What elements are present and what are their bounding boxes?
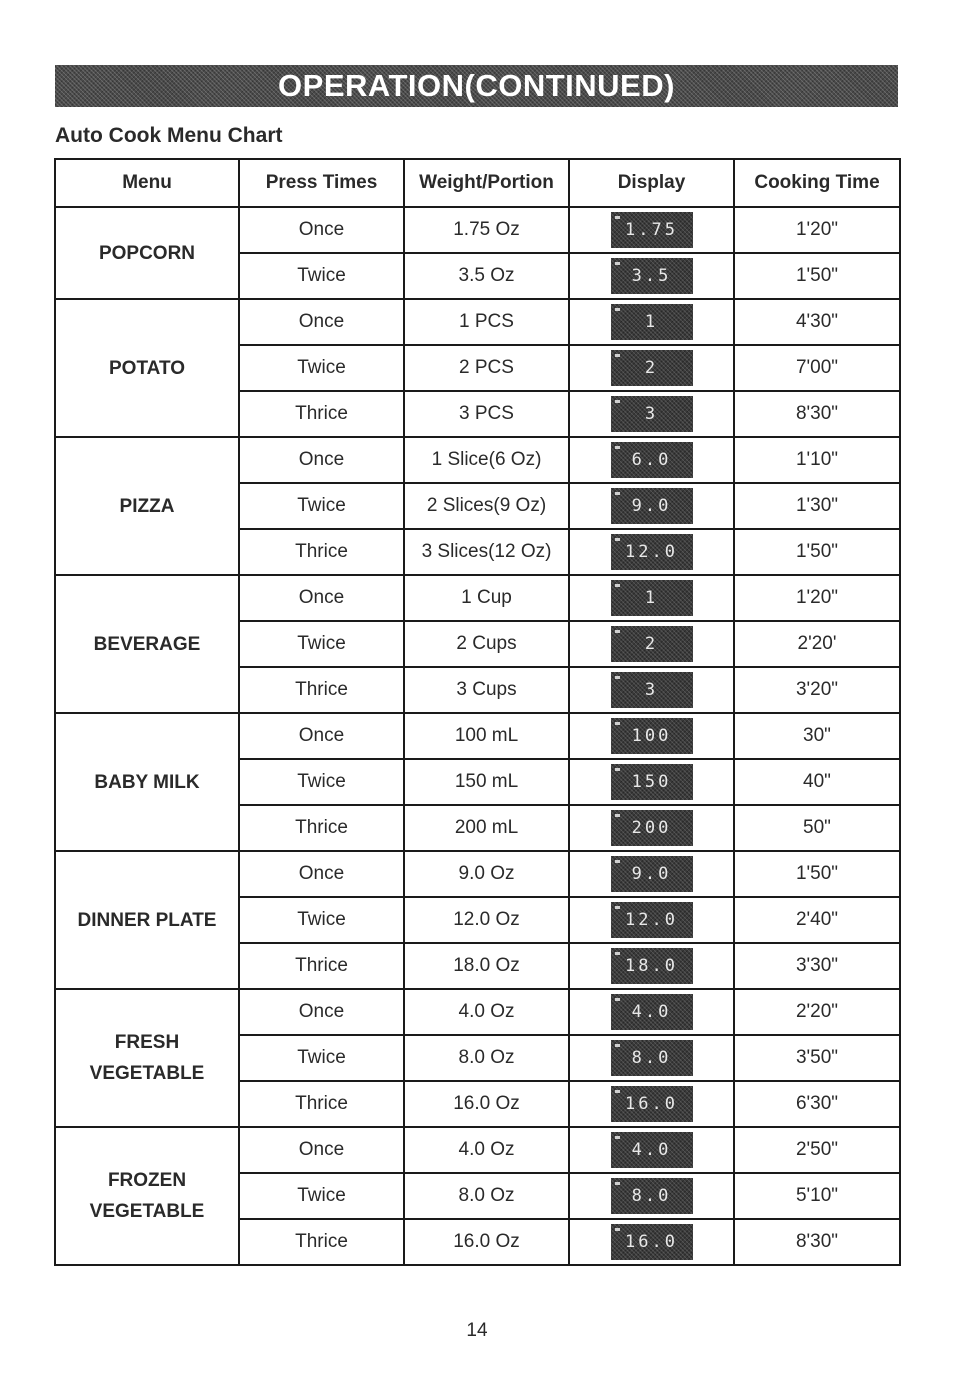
weight-portion-cell: 2 Slices(9 Oz) (404, 483, 569, 529)
cooking-time-cell: 8'30" (734, 391, 900, 437)
cooking-time-cell: 6'30" (734, 1081, 900, 1127)
weight-portion-cell: 4.0 Oz (404, 1127, 569, 1173)
cooking-time-cell: 1'20" (734, 575, 900, 621)
lcd-display-readout: 3 (611, 396, 693, 432)
press-times-cell: Thrice (239, 529, 404, 575)
cooking-time-cell: 7'00" (734, 345, 900, 391)
lcd-display-readout: 8.0 (611, 1178, 693, 1214)
cooking-time-cell: 30" (734, 713, 900, 759)
display-cell (569, 1081, 734, 1127)
display-cell (569, 621, 734, 667)
display-cell (569, 529, 734, 575)
column-header-weight: Weight/Portion (404, 159, 569, 207)
press-times-cell: Thrice (239, 391, 404, 437)
menu-category (55, 989, 239, 1127)
display-cell (569, 253, 734, 299)
cooking-time-cell: 1'50" (734, 851, 900, 897)
weight-portion-cell: 8.0 Oz (404, 1173, 569, 1219)
menu-label-line: VEGETABLE (89, 1063, 205, 1084)
display-cell (569, 897, 734, 943)
cooking-time-cell: 1'20" (734, 207, 900, 253)
weight-portion-cell: 1 PCS (404, 299, 569, 345)
menu-category (55, 575, 239, 713)
weight-portion-cell: 9.0 Oz (404, 851, 569, 897)
cooking-time-cell: 3'30" (734, 943, 900, 989)
press-times-cell: Once (239, 207, 404, 253)
table-row (55, 207, 900, 253)
display-cell (569, 1173, 734, 1219)
column-header-display: Display (569, 159, 734, 207)
table-row (55, 713, 900, 759)
table-body (55, 207, 900, 1265)
press-times-cell: Thrice (239, 805, 404, 851)
menu-label-line: BEVERAGE (93, 633, 201, 655)
lcd-display-readout: 16.0 (611, 1086, 693, 1122)
press-times-cell: Twice (239, 253, 404, 299)
weight-portion-cell: 1 Slice(6 Oz) (404, 437, 569, 483)
weight-portion-cell: 2 Cups (404, 621, 569, 667)
lcd-display-readout: 4.0 (611, 1132, 693, 1168)
cooking-time-cell: 3'20" (734, 667, 900, 713)
weight-portion-cell: 16.0 Oz (404, 1081, 569, 1127)
press-times-cell: Twice (239, 759, 404, 805)
cooking-time-cell: 4'30" (734, 299, 900, 345)
weight-portion-cell: 1.75 Oz (404, 207, 569, 253)
weight-portion-cell: 3 Cups (404, 667, 569, 713)
page-number: 14 (466, 1320, 488, 1341)
press-times-cell: Twice (239, 1173, 404, 1219)
menu-category (55, 1127, 239, 1265)
banner-title: OPERATION(CONTINUED) (278, 68, 675, 103)
weight-portion-cell: 16.0 Oz (404, 1219, 569, 1265)
cooking-time-cell: 1'50" (734, 529, 900, 575)
weight-portion-cell: 150 mL (404, 759, 569, 805)
lcd-display-readout: 9.0 (611, 488, 693, 524)
menu-label-line: PIZZA (119, 495, 175, 517)
weight-portion-cell: 4.0 Oz (404, 989, 569, 1035)
column-header-press-times: Press Times (239, 159, 404, 207)
lcd-display-readout: 3.5 (611, 258, 693, 294)
lcd-display-readout: 2 (611, 350, 693, 386)
lcd-display-readout: 4.0 (611, 994, 693, 1030)
lcd-display-readout: 18.0 (611, 948, 693, 984)
display-cell (569, 851, 734, 897)
display-cell (569, 483, 734, 529)
cooking-time-cell: 2'40" (734, 897, 900, 943)
display-cell (569, 713, 734, 759)
cooking-time-cell: 40" (734, 759, 900, 805)
press-times-cell: Twice (239, 621, 404, 667)
lcd-display-readout: 3 (611, 672, 693, 708)
lcd-display-readout: 12.0 (611, 902, 693, 938)
column-header-cooking-time: Cooking Time (734, 159, 900, 207)
menu-category (55, 437, 239, 575)
display-cell (569, 667, 734, 713)
press-times-cell: Thrice (239, 1219, 404, 1265)
display-cell (569, 943, 734, 989)
cooking-time-cell: 8'30" (734, 1219, 900, 1265)
chart-title: Auto Cook Menu Chart (55, 124, 283, 147)
lcd-display-readout: 1 (611, 304, 693, 340)
display-cell (569, 989, 734, 1035)
menu-category (55, 207, 239, 299)
display-cell (569, 575, 734, 621)
menu-label-line: FROZEN (107, 1170, 187, 1191)
cooking-time-cell: 2'20" (734, 989, 900, 1035)
press-times-cell: Thrice (239, 943, 404, 989)
auto-cook-table (54, 158, 901, 1266)
lcd-display-readout: 2 (611, 626, 693, 662)
press-times-cell: Thrice (239, 1081, 404, 1127)
press-times-cell: Once (239, 437, 404, 483)
display-cell (569, 345, 734, 391)
menu-label-line: VEGETABLE (89, 1201, 205, 1222)
press-times-cell: Once (239, 1127, 404, 1173)
table-row (55, 437, 900, 483)
lcd-display-readout: 8.0 (611, 1040, 693, 1076)
press-times-cell: Twice (239, 1035, 404, 1081)
cooking-time-cell: 2'50" (734, 1127, 900, 1173)
table-header-row (55, 159, 900, 207)
display-cell (569, 1127, 734, 1173)
weight-portion-cell: 3 PCS (404, 391, 569, 437)
weight-portion-cell: 2 PCS (404, 345, 569, 391)
lcd-display-readout: 6.0 (611, 442, 693, 478)
weight-portion-cell: 8.0 Oz (404, 1035, 569, 1081)
press-times-cell: Twice (239, 483, 404, 529)
weight-portion-cell: 12.0 Oz (404, 897, 569, 943)
weight-portion-cell: 1 Cup (404, 575, 569, 621)
menu-label-line: FRESH (114, 1032, 180, 1053)
press-times-cell: Once (239, 575, 404, 621)
menu-category (55, 299, 239, 437)
cooking-time-cell: 2'20' (734, 621, 900, 667)
cooking-time-cell: 1'10" (734, 437, 900, 483)
lcd-display-readout: 12.0 (611, 534, 693, 570)
display-cell (569, 207, 734, 253)
press-times-cell: Once (239, 713, 404, 759)
section-banner (55, 65, 898, 107)
weight-portion-cell: 200 mL (404, 805, 569, 851)
lcd-display-readout: 1 (611, 580, 693, 616)
display-cell (569, 759, 734, 805)
lcd-display-readout: 1.75 (611, 212, 693, 248)
cooking-time-cell: 5'10" (734, 1173, 900, 1219)
press-times-cell: Once (239, 989, 404, 1035)
cooking-time-cell: 1'30" (734, 483, 900, 529)
press-times-cell: Twice (239, 345, 404, 391)
table-row (55, 851, 900, 897)
cooking-time-cell: 3'50" (734, 1035, 900, 1081)
cooking-time-cell: 1'50" (734, 253, 900, 299)
press-times-cell: Thrice (239, 667, 404, 713)
menu-label-line: BABY MILK (94, 771, 200, 793)
lcd-display-readout: 200 (611, 810, 693, 846)
weight-portion-cell: 100 mL (404, 713, 569, 759)
lcd-display-readout: 9.0 (611, 856, 693, 892)
weight-portion-cell: 3 Slices(12 Oz) (404, 529, 569, 575)
press-times-cell: Twice (239, 897, 404, 943)
weight-portion-cell: 3.5 Oz (404, 253, 569, 299)
table-row (55, 299, 900, 345)
lcd-display-readout: 100 (611, 718, 693, 754)
menu-category (55, 851, 239, 989)
display-cell (569, 805, 734, 851)
display-cell (569, 391, 734, 437)
cooking-time-cell: 50" (734, 805, 900, 851)
display-cell (569, 299, 734, 345)
menu-label-line: POTATO (109, 357, 185, 379)
display-cell (569, 437, 734, 483)
display-cell (569, 1219, 734, 1265)
table-row (55, 989, 900, 1035)
table-row (55, 575, 900, 621)
lcd-display-readout: 150 (611, 764, 693, 800)
menu-label-line: DINNER PLATE (77, 909, 217, 931)
press-times-cell: Once (239, 299, 404, 345)
press-times-cell: Once (239, 851, 404, 897)
lcd-display-readout: 16.0 (611, 1224, 693, 1260)
weight-portion-cell: 18.0 Oz (404, 943, 569, 989)
display-cell (569, 1035, 734, 1081)
table-row (55, 1127, 900, 1173)
menu-label-line: POPCORN (98, 242, 196, 264)
menu-category (55, 713, 239, 851)
column-header-menu: Menu (55, 159, 239, 207)
